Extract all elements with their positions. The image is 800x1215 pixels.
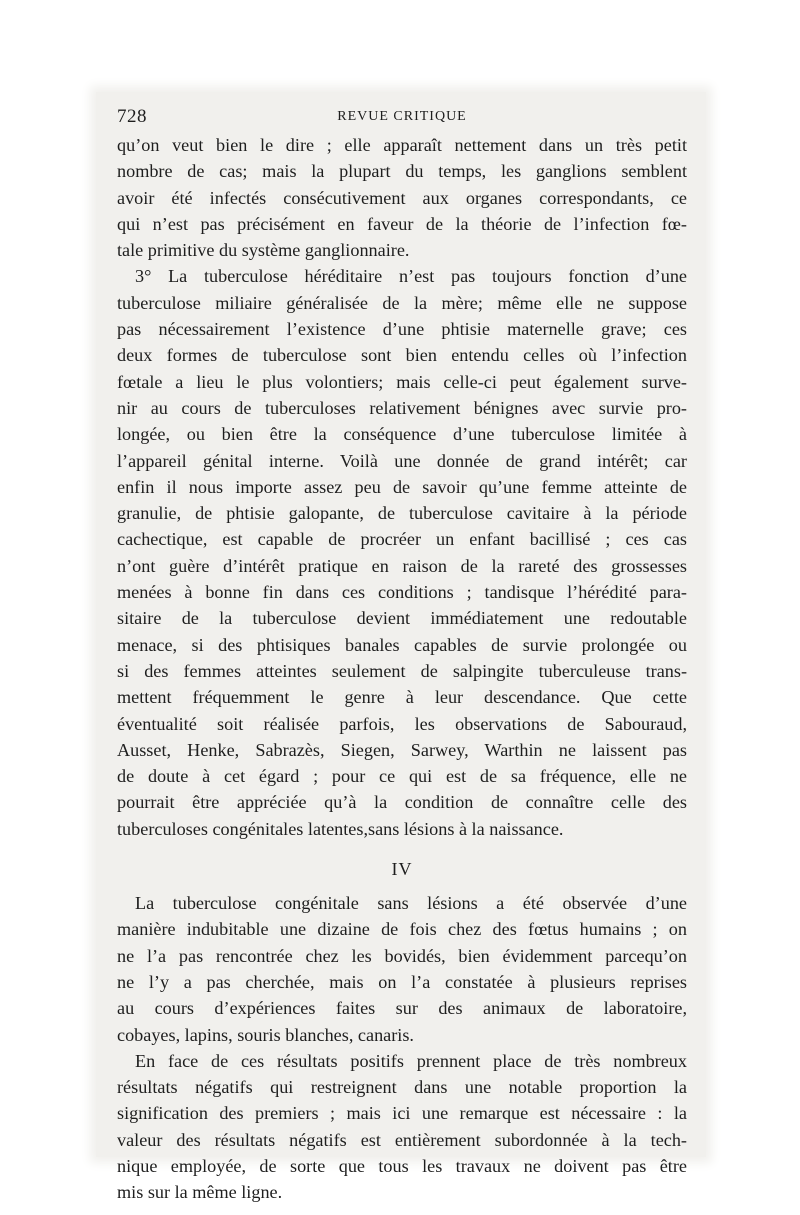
text-line: En face de ces résultats positifs prennent place de très nombreux xyxy=(135,1050,687,1071)
paragraph xyxy=(117,1048,687,1206)
text-line: de doute à cet égard ; pour ce qui est de sa fréquence, elle ne xyxy=(117,766,687,787)
running-head xyxy=(117,106,687,130)
paragraph xyxy=(117,263,687,842)
text-line: 3° La tuberculose héréditaire n’est pas toujours fonction d’une xyxy=(135,266,687,287)
text-line: nir au cours de tuberculoses relativement bénignes avec survie pro- xyxy=(117,397,687,418)
text-line: pas nécessairement l’existence d’une phtisie maternelle grave; ces xyxy=(117,319,687,340)
text-line: qui n’est pas précisément en faveur de la théorie de l’infection fœ- xyxy=(117,213,687,234)
page-number: 728 xyxy=(117,106,147,127)
text-before-section xyxy=(117,132,687,842)
text-line: longée, ou bien être la conséquence d’une tuberculose limitée à xyxy=(117,424,687,445)
text-line: au cours d’expériences faites sur des animaux de laboratoire, xyxy=(117,998,687,1019)
paragraph xyxy=(117,132,687,263)
text-after-section xyxy=(117,890,687,1206)
text-line: Ausset, Henke, Sabrazès, Siegen, Sarwey, Warthin ne laissent pas xyxy=(117,739,687,760)
text-line: résultats négatifs qui restreignent dans une notable proportion la xyxy=(117,1077,687,1098)
text-line: éventualité soit réalisée parfois, les observations de Sabouraud, xyxy=(117,713,687,734)
text-line: signification des premiers ; mais ici une remarque est nécessaire : la xyxy=(117,1103,687,1124)
text-line: nique employée, de sorte que tous les travaux ne doivent pas être xyxy=(117,1155,687,1176)
text-line: nombre de cas; mais la plupart du temps, les ganglions semblent xyxy=(117,161,687,182)
text-line: tuberculoses congénitales latentes,sans lésions à la naissance. xyxy=(117,818,564,839)
text-line: cobayes, lapins, souris blanches, canaris. xyxy=(117,1024,414,1045)
text-line: deux formes de tuberculose sont bien entendu celles où l’infection xyxy=(117,345,687,366)
text-line: ne l’y a pas cherchée, mais on l’a constatée à plusieurs reprises xyxy=(117,971,687,992)
text-line: enfin il nous importe assez peu de savoir qu’une femme atteinte de xyxy=(117,476,687,497)
text-line: pourrait être appréciée qu’à la condition de connaître celle des xyxy=(117,792,687,813)
paragraph xyxy=(117,890,687,1048)
body-text xyxy=(117,132,687,1206)
text-line: n’ont guère d’intérêt pratique en raison de la rareté des grossesses xyxy=(117,555,687,576)
text-line: avoir été infectés consécutivement aux organes correspondants, ce xyxy=(117,187,687,208)
text-line: l’appareil génital interne. Voilà une donnée de grand intérêt; car xyxy=(117,450,687,471)
text-line: tuberculose miliaire généralisée de la mère; même elle ne suppose xyxy=(117,292,687,313)
text-line: qu’on veut bien le dire ; elle apparaît nettement dans un très petit xyxy=(117,135,687,155)
text-line: ne l’a pas rencontrée chez les bovidés, bien évidemment parcequ’on xyxy=(117,945,687,966)
section-heading: IV xyxy=(391,859,413,880)
text-line: si des femmes atteintes seulement de salpingite tuberculeuse trans- xyxy=(117,660,687,681)
text-line: menace, si des phtisiques banales capables de survie prolongée ou xyxy=(117,634,687,655)
running-title: REVUE CRITIQUE xyxy=(337,109,467,124)
text-line: fœtale a lieu le plus volontiers; mais celle-ci peut également surve- xyxy=(117,371,687,392)
text-line: menées à bonne fin dans ces conditions ; tandisque l’hérédité para- xyxy=(117,582,687,603)
text-line: valeur des résultats négatifs est entièrement subordonnée à la tech- xyxy=(117,1129,687,1150)
text-line: sitaire de la tuberculose devient immédiatement une redoutable xyxy=(117,608,687,629)
text-line: mis sur la même ligne. xyxy=(117,1182,283,1203)
text-line: La tuberculose congénitale sans lésions a été observée d’une xyxy=(135,893,687,914)
text-line: manière indubitable une dizaine de fois chez des fœtus humains ; on xyxy=(117,919,687,940)
text-line: tale primitive du système ganglionnaire. xyxy=(117,240,410,261)
text-line: granulie, de phtisie galopante, de tuberculose cavitaire à la période xyxy=(117,503,687,524)
text-line: cachectique, est capable de procréer un enfant bacillisé ; ces cas xyxy=(117,529,687,550)
text-line: mettent fréquemment le genre à leur descendance. Que cette xyxy=(117,687,687,708)
